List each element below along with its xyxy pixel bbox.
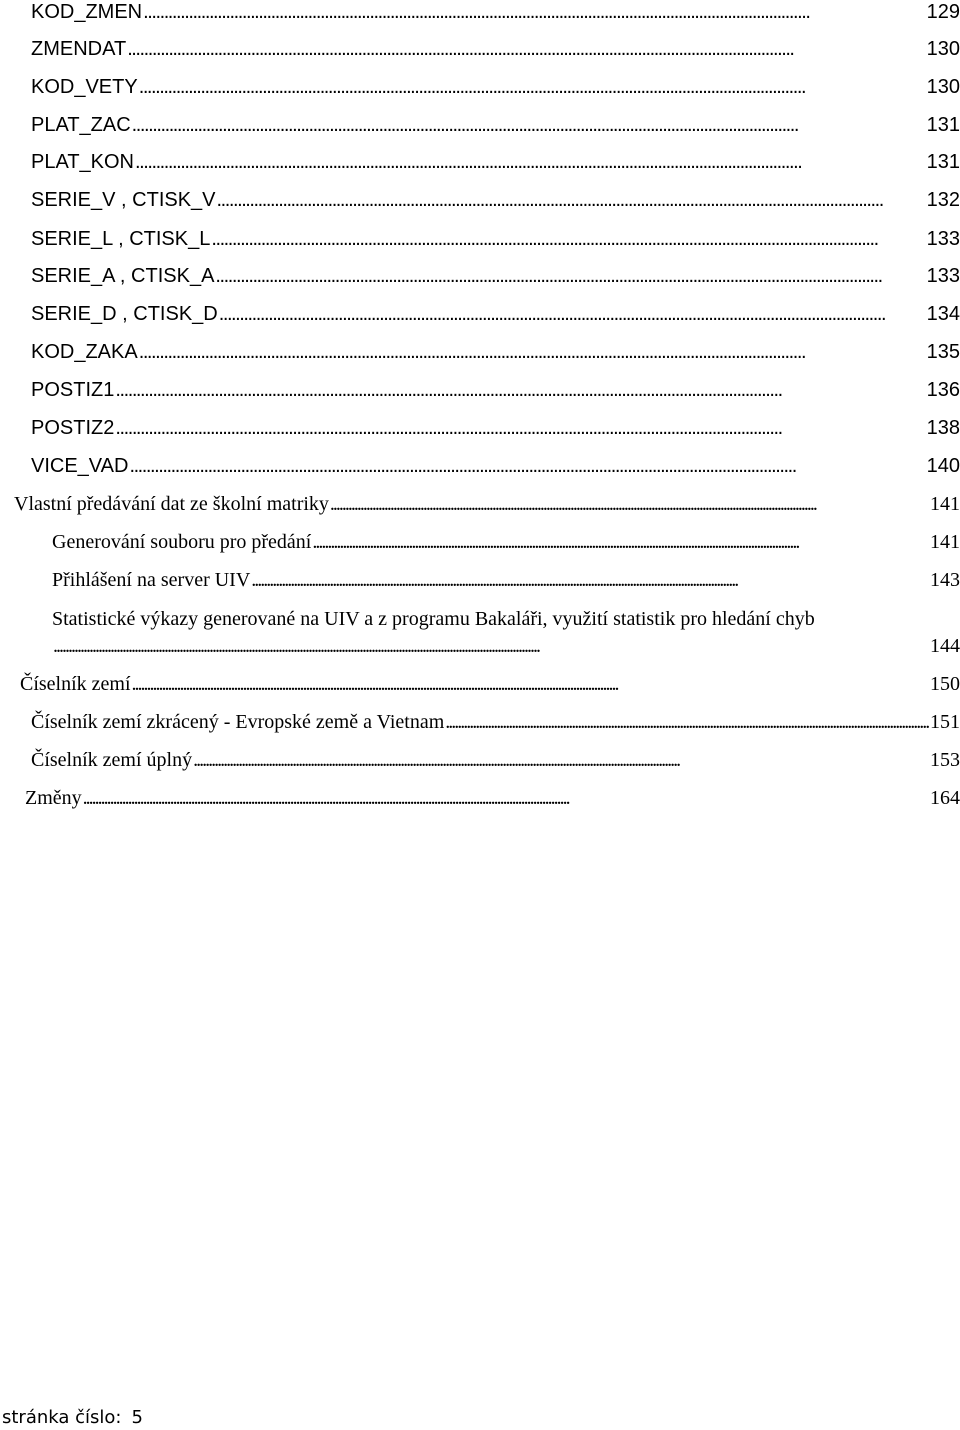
toc-entry-page: 133 <box>926 265 960 287</box>
toc-entry-title-wrapped[interactable]: Statistické výkazy generované na UIV a z programu Bakaláři, využití statistik pro hledání chyb <box>52 608 815 630</box>
toc-entry-title: KOD_ZAKA <box>31 341 138 363</box>
toc-entry-title: KOD_ZMEN <box>31 1 143 23</box>
toc-entry-page: 141 <box>930 531 960 553</box>
toc-entry-title: Číselník zemí zkrácený - Evropské země a Vietnam <box>31 711 445 733</box>
toc-entry-title: PLAT_ZAC <box>31 114 131 136</box>
toc-entry-page: 132 <box>926 189 960 211</box>
toc-entry-page: 135 <box>926 341 960 363</box>
toc-entry[interactable] <box>52 634 960 658</box>
dot-leader <box>139 340 926 364</box>
toc-entry-page: 133 <box>926 228 960 250</box>
toc-entry[interactable] <box>31 378 960 402</box>
dot-leader <box>53 634 929 658</box>
toc-entry-page: 130 <box>926 38 960 60</box>
toc-entry[interactable] <box>31 75 960 99</box>
toc-entry-title: Vlastní předávání dat ze školní matriky <box>14 493 329 515</box>
toc-entry[interactable] <box>31 188 960 212</box>
toc-entry[interactable] <box>31 710 960 734</box>
dot-leader <box>115 378 925 402</box>
toc-entry-page: 153 <box>930 749 960 771</box>
toc-entry[interactable] <box>31 264 960 288</box>
toc-entry[interactable] <box>31 150 960 174</box>
dot-leader <box>143 0 926 24</box>
toc-entry[interactable] <box>31 454 960 478</box>
toc-entry-title: ZMENDAT <box>31 38 127 60</box>
toc-entry-page: 140 <box>926 455 960 477</box>
dot-leader <box>127 37 925 61</box>
toc-entry-page: 141 <box>930 493 960 515</box>
toc-entry-page: 131 <box>926 114 960 136</box>
toc-entry-page: 138 <box>926 417 960 439</box>
dot-leader <box>312 530 929 554</box>
toc-entry-page: 136 <box>926 379 960 401</box>
toc-entry[interactable] <box>20 672 960 696</box>
page-footer <box>2 1406 143 1430</box>
toc-entry-title: VICE_VAD <box>31 455 129 477</box>
toc-entry-title: SERIE_D , CTISK_D <box>31 303 218 325</box>
toc-entry[interactable] <box>31 227 960 251</box>
toc-entry-page: 164 <box>930 787 960 809</box>
toc-entry[interactable] <box>31 416 960 440</box>
toc-entry[interactable] <box>52 530 960 554</box>
dot-leader <box>217 188 926 212</box>
dot-leader <box>135 150 926 174</box>
toc-entry-title: POSTIZ2 <box>31 417 115 439</box>
dot-leader <box>139 75 926 99</box>
dot-leader <box>193 748 929 772</box>
toc-entry-title: SERIE_L , CTISK_L <box>31 228 211 250</box>
dot-leader <box>132 113 926 137</box>
toc-entry[interactable] <box>31 113 960 137</box>
toc-entry-title: SERIE_A , CTISK_A <box>31 265 215 287</box>
toc-entry-page: 150 <box>930 673 960 695</box>
toc-entry[interactable] <box>25 786 960 810</box>
toc-entry-page: 151 <box>930 711 960 733</box>
toc-entry[interactable] <box>31 0 960 24</box>
toc-entry-title: Změny <box>25 787 82 809</box>
dot-leader <box>129 454 925 478</box>
toc-entry-title: Číselník zemí <box>20 673 131 695</box>
toc-entry-page: 129 <box>926 1 960 23</box>
toc-entry[interactable] <box>31 748 960 772</box>
toc-entry-title: Číselník zemí úplný <box>31 749 193 771</box>
toc-entry-page: 130 <box>926 76 960 98</box>
page-number: 5 <box>131 1407 143 1428</box>
toc-entry[interactable] <box>31 340 960 364</box>
dot-leader <box>445 710 929 734</box>
dot-leader <box>115 416 925 440</box>
page-number-label: stránka číslo: <box>2 1407 122 1428</box>
toc-entry-title: Generování souboru pro předání <box>52 531 312 553</box>
toc-entry-page: 131 <box>926 151 960 173</box>
dot-leader <box>330 492 929 516</box>
toc-entry-title: KOD_VETY <box>31 76 138 98</box>
dot-leader <box>215 264 925 288</box>
toc-entry-page: 134 <box>926 303 960 325</box>
toc-entry[interactable] <box>14 492 960 516</box>
toc-entry[interactable] <box>52 568 960 592</box>
toc-entry-title: SERIE_V , CTISK_V <box>31 189 216 211</box>
toc-entry-title: Přihlášení na server UIV <box>52 569 251 591</box>
dot-leader <box>132 672 929 696</box>
dot-leader <box>211 227 925 251</box>
toc-entry-page: 143 <box>930 569 960 591</box>
toc-entry[interactable] <box>31 302 960 326</box>
toc-entry-page: 144 <box>930 635 960 657</box>
toc-entry-title: POSTIZ1 <box>31 379 115 401</box>
dot-leader <box>83 786 929 810</box>
toc-entry[interactable] <box>31 37 960 61</box>
dot-leader <box>251 568 929 592</box>
toc-entry-title: PLAT_KON <box>31 151 134 173</box>
dot-leader <box>219 302 926 326</box>
